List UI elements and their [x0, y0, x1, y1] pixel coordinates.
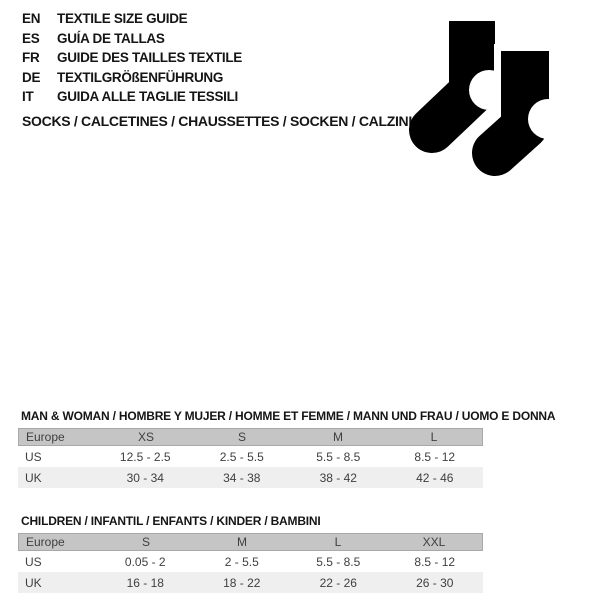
header-cell: M: [237, 535, 247, 549]
socks-icon: [398, 2, 570, 177]
table-header-row: [18, 533, 483, 551]
sock-front: [494, 44, 568, 153]
table-row-us: [18, 551, 483, 572]
language-row: [22, 29, 242, 49]
size-value-cell: 16 - 18: [126, 575, 164, 590]
language-label: GUIDE DES TAILLES TEXTILE: [57, 50, 243, 66]
header-cell: XXL: [422, 535, 446, 549]
header-cell: S: [237, 430, 246, 444]
table-row-uk: [18, 572, 483, 593]
row-label-cell: US: [25, 449, 42, 464]
header-cell: M: [333, 430, 343, 444]
row-label-cell: UK: [25, 575, 42, 590]
socks-icon-svg: [398, 2, 570, 177]
size-value-cell: 12.5 - 2.5: [119, 449, 171, 464]
size-table-man-woman: [18, 409, 556, 488]
language-row: [22, 87, 242, 107]
size-value-cell: 2.5 - 5.5: [219, 449, 264, 464]
size-value-cell: 42 - 46: [416, 470, 454, 485]
category-heading: SOCKS / CALCETINES / CHAUSSETTES / SOCKEN / CALZINI: [22, 113, 412, 129]
size-value-cell: 5.5 - 8.5: [316, 554, 361, 569]
size-value-cell: 22 - 26: [319, 575, 357, 590]
header-cell: L: [430, 430, 438, 444]
language-code: ES: [22, 30, 40, 46]
header-cell: Europe: [26, 430, 65, 444]
size-value-cell: 8.5 - 12: [414, 449, 456, 464]
language-label: TEXTILE SIZE GUIDE: [57, 11, 188, 27]
language-label: GUÍA DE TALLAS: [57, 30, 165, 46]
table-title: MAN & WOMAN / HOMBRE Y MUJER / HOMME ET FEMME / MANN UND FRAU / UOMO E DONNA: [21, 409, 556, 423]
header-cell: L: [334, 535, 342, 549]
size-value-cell: 30 - 34: [126, 470, 164, 485]
language-code: IT: [22, 89, 34, 105]
size-value-cell: 0.05 - 2: [124, 554, 166, 569]
language-code: EN: [22, 11, 41, 27]
language-row: [22, 68, 242, 88]
table-row-uk: [18, 467, 483, 488]
size-value-cell: 8.5 - 12: [414, 554, 456, 569]
table-title: CHILDREN / INFANTIL / ENFANTS / KINDER / BAMBINI: [21, 514, 321, 528]
row-label-cell: UK: [25, 470, 42, 485]
size-value-cell: 38 - 42: [319, 470, 357, 485]
size-value-cell: 2 - 5.5: [224, 554, 259, 569]
language-label: TEXTILGRÖßENFÜHRUNG: [57, 69, 224, 85]
size-table-children: [18, 514, 483, 593]
header-cell: XS: [137, 430, 154, 444]
table-row-us: [18, 446, 483, 467]
size-value-cell: 18 - 22: [223, 575, 261, 590]
language-row: [22, 48, 242, 68]
language-title-list: [22, 9, 242, 107]
row-label-cell: US: [25, 554, 42, 569]
language-code: FR: [22, 50, 40, 66]
size-value-cell: 34 - 38: [223, 470, 261, 485]
header-cell: S: [141, 535, 150, 549]
language-code: DE: [22, 69, 41, 85]
size-value-cell: 26 - 30: [416, 575, 454, 590]
table-header-row: [18, 428, 483, 446]
size-value-cell: 5.5 - 8.5: [316, 449, 361, 464]
language-row: [22, 9, 242, 29]
header-cell: Europe: [26, 535, 65, 549]
language-label: GUIDA ALLE TAGLIE TESSILI: [57, 89, 238, 105]
